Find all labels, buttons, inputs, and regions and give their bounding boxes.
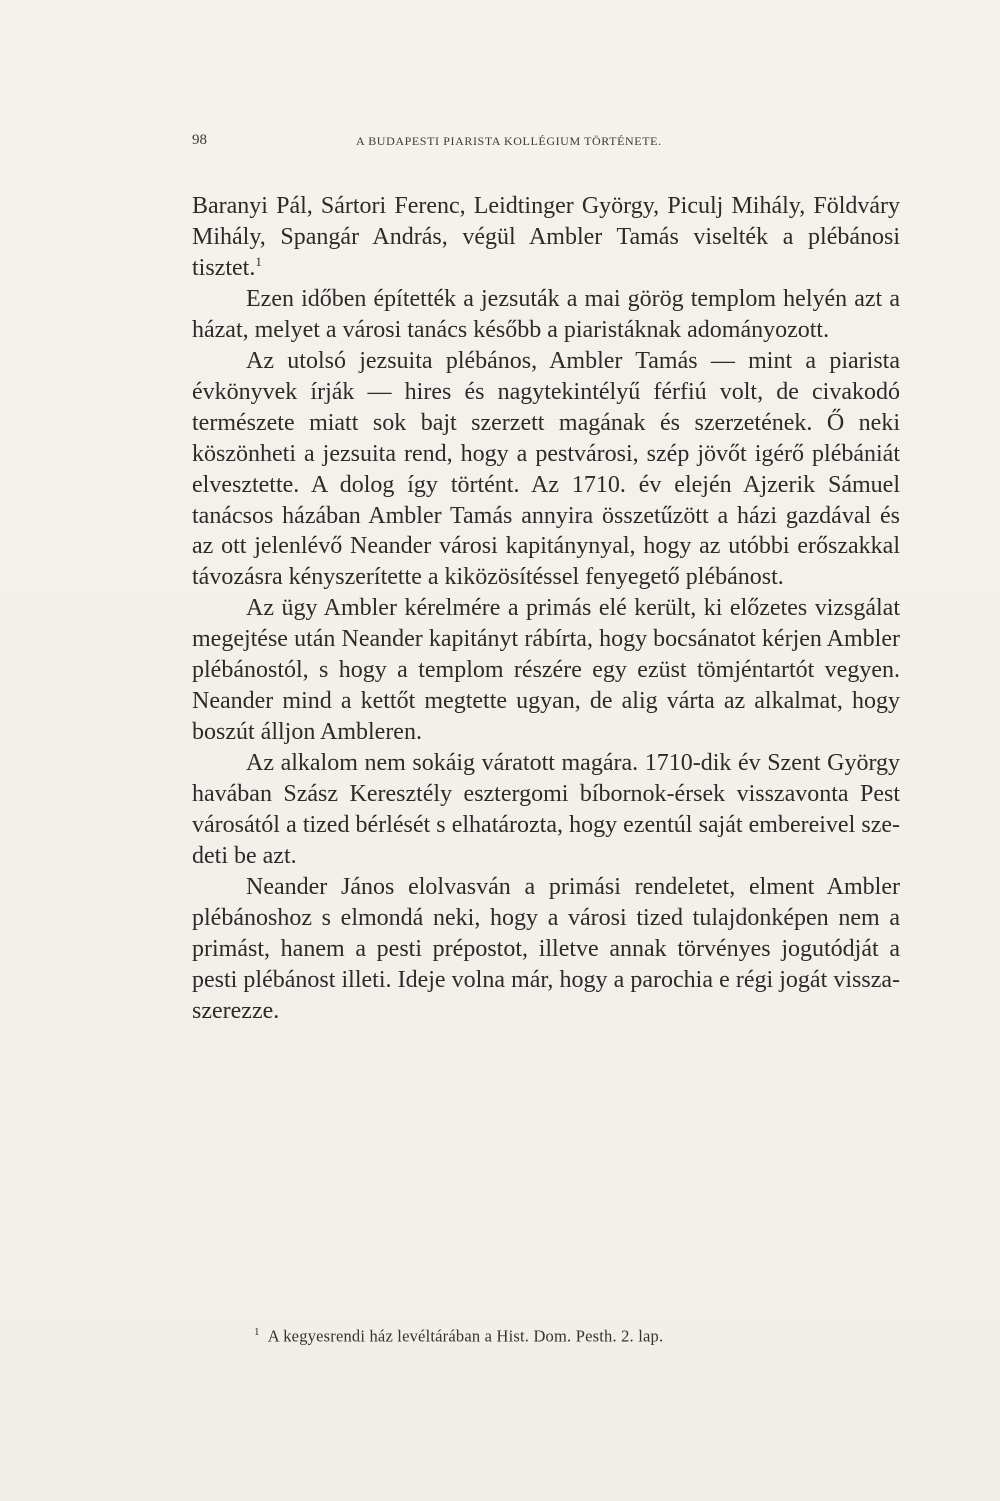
paragraph-3: Az utolsó jezsuita plébános, Ambler Tamás — mint a piarista évkönyvek írják — hires és nagytekintélyű férfiú volt, de civakodó természete miatt sok bajt szerzett magának és szerzetének. Ő neki köszönheti a jezsuita rend, hogy a pestvárosi, szép jövőt igérő plébániát elvesztette. A dolog így történt. Az 1710. év elején Ajzerik Sámuel tanácsos házában Ambler Tamás annyira összetűzött a házi gazdával és az ott jelenlévő Neander városi kapitánynyal, hogy az utóbbi erőszakkal távozásra kényszerítette a kiközösítéssel fenyegető plébánost.: [192, 347, 900, 591]
paragraph-text: Baranyi Pál, Sártori Ferenc, Leidtinger György, Piculj Mihály, Földváry Mihály, Spangár András, végül Ambler Tamás viselték a plébánosi tisztet.: [192, 193, 900, 281]
paragraph-4: Az ügy Ambler kérelmére a primás elé került, ki előzetes vizsgálat megejtése után Neander kapitányt rábírta, hogy bocsánatot kérjen Ambler plébánostól, s hogy a templom részére egy ezüst tömjéntartót vegyen. Neander mind a kettőt megtette ugyan, de alig várta az alkalmat, hogy boszút álljon Ambleren.: [192, 595, 900, 746]
paragraph-2: Ezen időben építették a jezsuták a mai görög templom helyén azt a házat, melyet a városi tanács később a piaristáknak adományozott.: [192, 285, 900, 343]
page-number: 98: [192, 132, 207, 148]
running-head: [192, 132, 900, 156]
footnote-mark: 1: [254, 1326, 260, 1338]
paragraph-6: Neander János elolvasván a primási rendeletet, elment Ambler plébánoshoz s elmondá neki, hogy a városi tized tulajdonképen nem a primást, hanem a pesti prépostot, illetve annak törvényes jogutódját a pesti plébánost illeti. Ideje volna már, hogy a parochia e régi jogát visszaszerezze.: [192, 873, 900, 1024]
footnote: [254, 1326, 900, 1347]
paragraph-5: Az alkalom nem sokáig váratott magára. 1710-dik év Szent György havában Szász Keresztély esztergomi bíbornok-érsek visszavonta Pest városától a tized bérlését s elhatározta, hogy ezentúl saját embereivel szedeti be azt.: [192, 750, 900, 870]
running-title: A BUDAPESTI PIARISTA KOLLÉGIUM TÖRTÉNETE.: [356, 134, 662, 148]
footnote-reference: 1: [255, 253, 262, 269]
paragraph-1: [192, 191, 900, 284]
body-text: [192, 191, 900, 1027]
footnote-text: A kegyesrendi ház levéltárában a Hist. Dom. Pesth. 2. lap.: [267, 1326, 664, 1346]
